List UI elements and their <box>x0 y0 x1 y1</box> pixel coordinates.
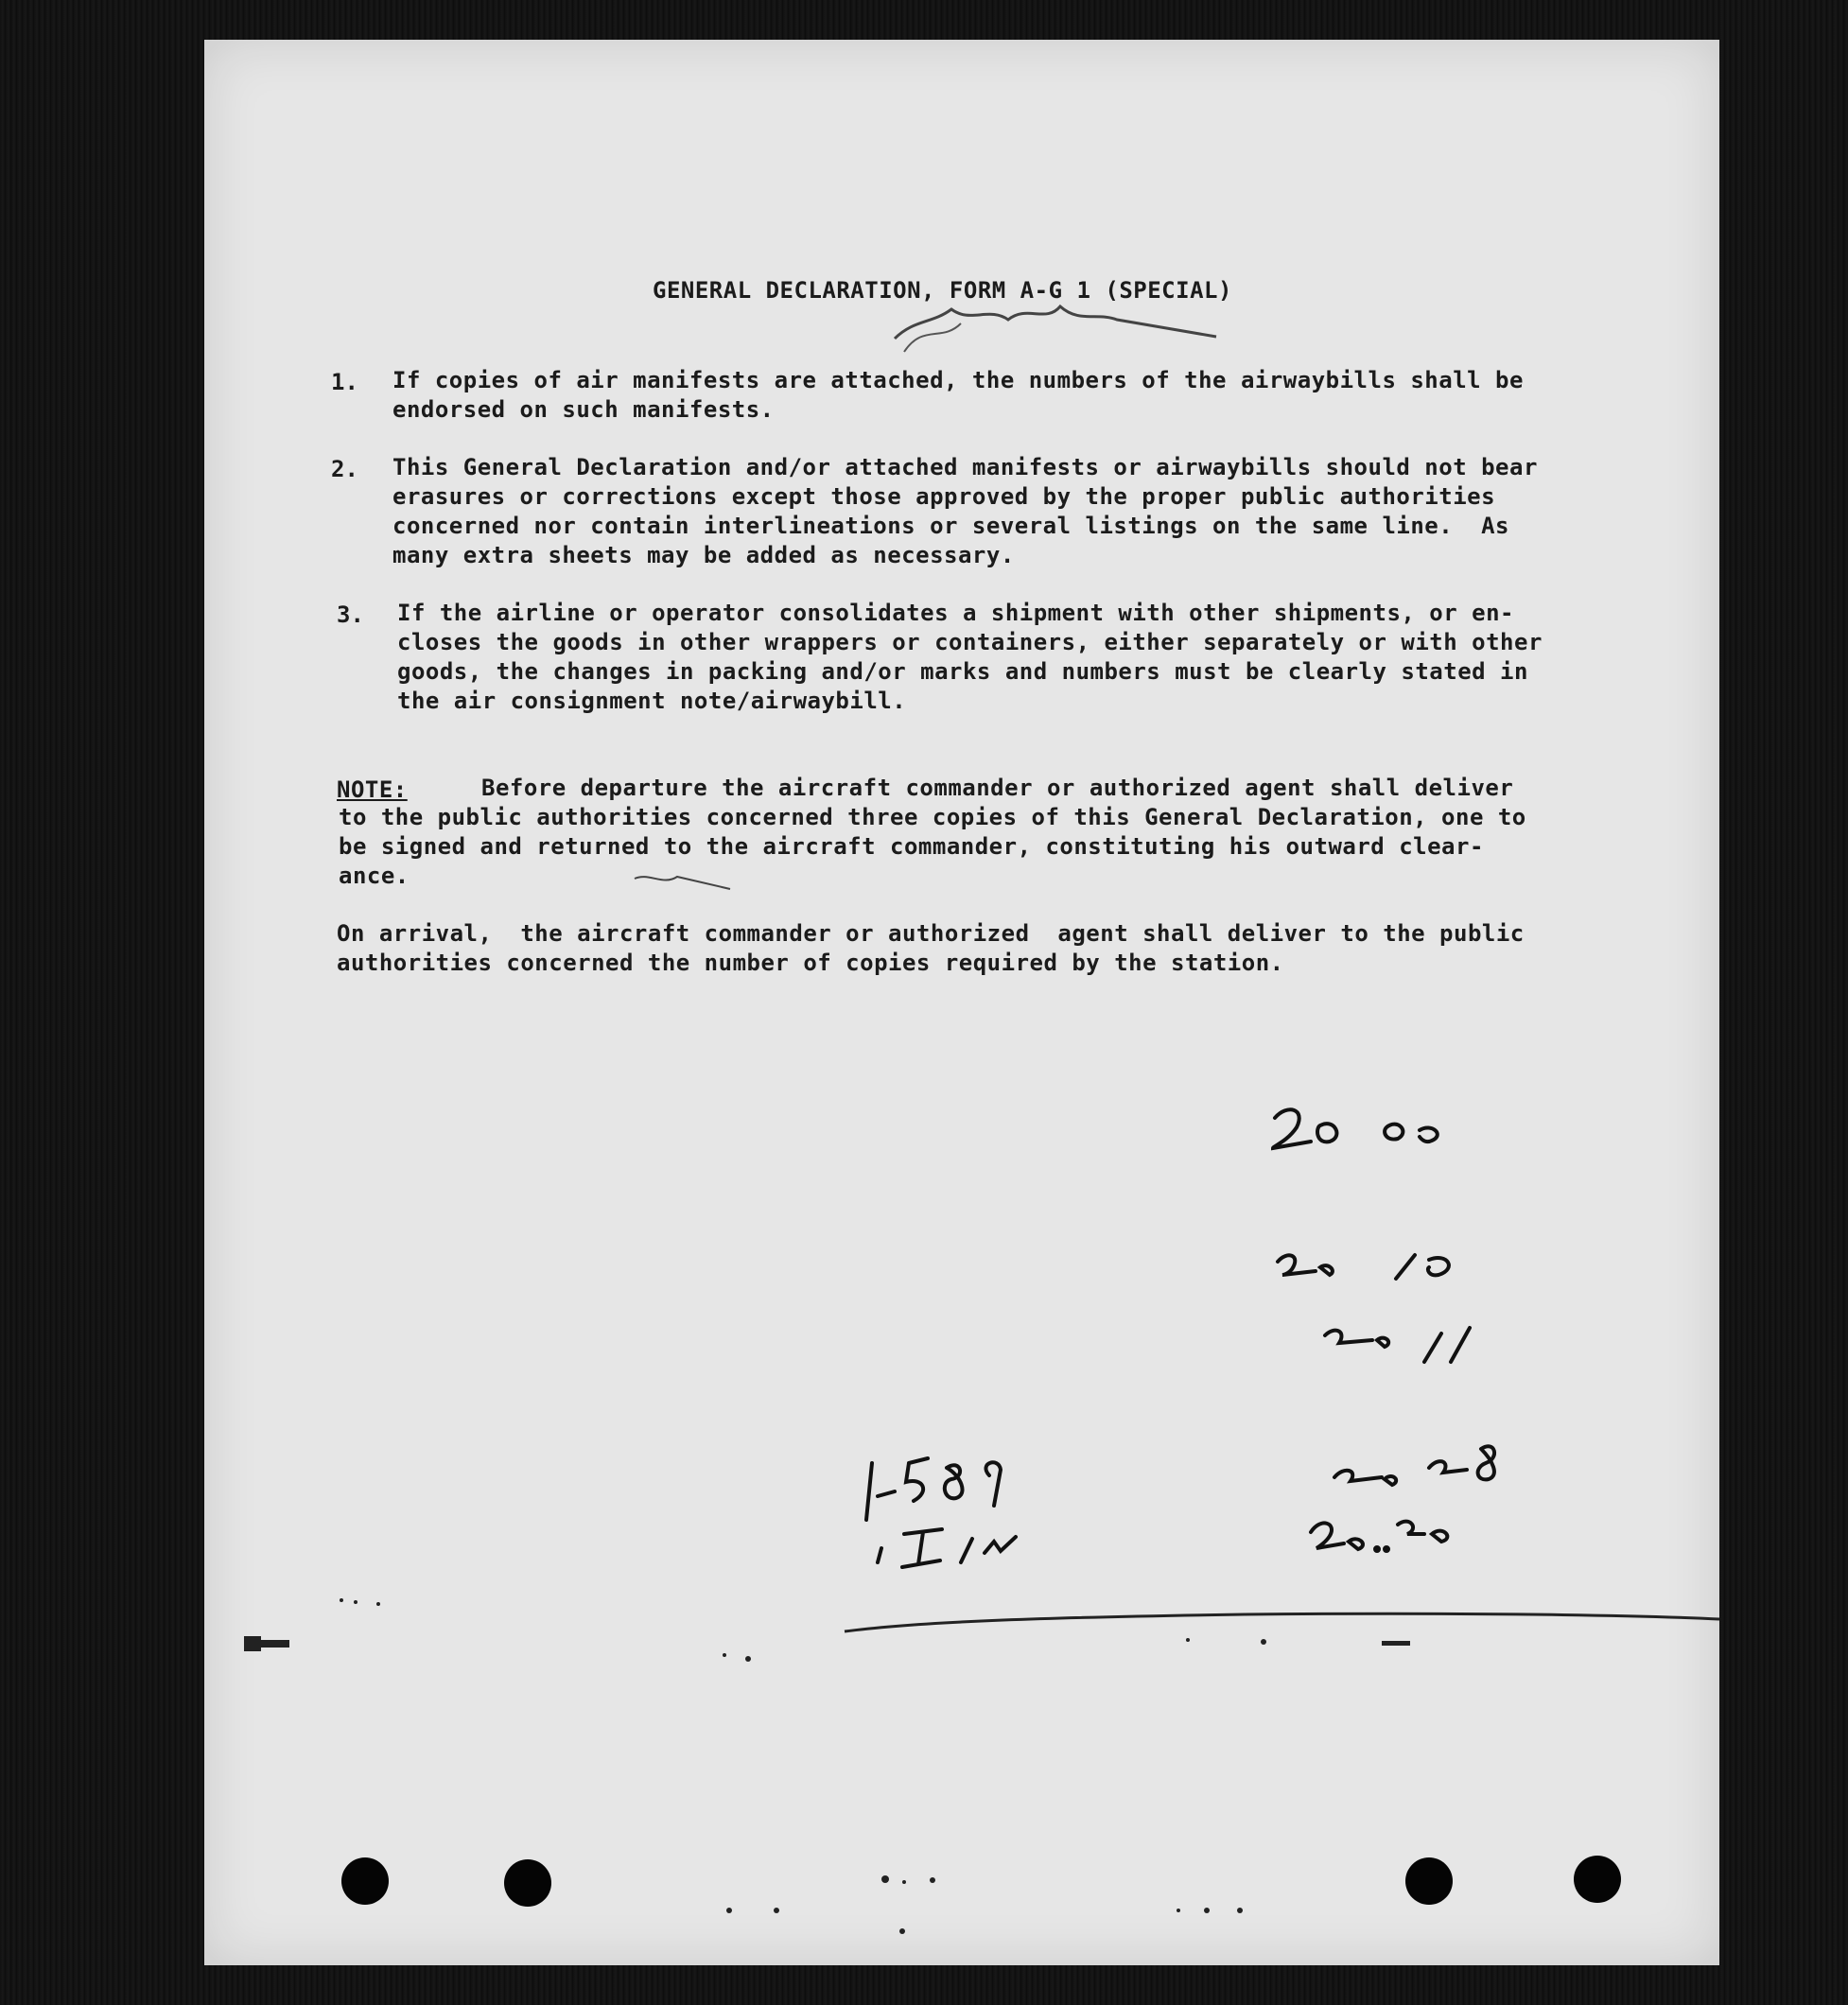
item-1-line-2: endorsed on such manifests. <box>392 396 775 423</box>
note-line-3: be signed and returned to the aircraft commander, constituting his outward clear- <box>339 833 1484 860</box>
item-3-number: 3. <box>337 602 364 628</box>
handwritten-note-2 <box>878 1529 1016 1567</box>
title-scribble <box>895 306 1216 339</box>
item-3-line-2: closes the goods in other wrappers or containers, either separately or with other <box>397 629 1543 655</box>
hw-time-1 <box>204 40 205 41</box>
item-3-line-1: If the airline or operator consolidates a shipment with other shipments, or en- <box>397 600 1514 626</box>
arrival-line-1: On arrival, the aircraft commander or authorized agent shall deliver to the public <box>337 920 1525 947</box>
handwritten-time-2000 <box>1273 1109 1438 1148</box>
page-title: GENERAL DECLARATION, FORM A-G 1 (SPECIAL) <box>653 277 1232 304</box>
handwritten-time-2030 <box>1311 1522 1447 1551</box>
note-label: NOTE: <box>337 776 408 803</box>
handwritten-time-2028 <box>1334 1446 1494 1485</box>
punch-hole-3 <box>1405 1857 1453 1905</box>
pen-line <box>845 1613 1719 1631</box>
item-2-line-2: erasures or corrections except those approved by the proper public authorities <box>392 483 1496 510</box>
handwritten-note-1 <box>866 1458 1001 1520</box>
document-page <box>204 40 1719 1965</box>
handwritten-time-2010 <box>1278 1255 1449 1279</box>
punch-hole-4 <box>1574 1856 1621 1903</box>
note-pen-mark <box>635 877 730 889</box>
item-2-line-3: concerned nor contain interlineations or several listings on the same line. As <box>392 513 1509 539</box>
arrival-line-2: authorities concerned the number of copies required by the station. <box>337 950 1284 976</box>
item-3-line-4: the air consignment note/airwaybill. <box>397 688 907 714</box>
item-2-number: 2. <box>331 456 358 482</box>
item-3-line-3: goods, the changes in packing and/or marks and numbers must be clearly stated in <box>397 658 1528 685</box>
item-2-line-1: This General Declaration and/or attached manifests or airwaybills should not bear <box>392 454 1538 480</box>
punch-hole-2 <box>504 1859 551 1907</box>
note-line-2: to the public authorities concerned three copies of this General Declaration, one to <box>339 804 1526 830</box>
punch-hole-1 <box>341 1857 389 1905</box>
item-2-line-4: many extra sheets may be added as necessary. <box>392 542 1015 568</box>
note-line-4: ance. <box>339 863 410 889</box>
item-1-line-1: If copies of air manifests are attached, the numbers of the airwaybills shall be <box>392 367 1524 393</box>
ink-specks <box>244 1598 1410 1934</box>
note-line-1: Before departure the aircraft commander or authorized agent shall deliver <box>481 775 1514 801</box>
handwritten-time-2011 <box>1325 1328 1470 1362</box>
handwriting-layer <box>204 40 1719 1965</box>
item-1-number: 1. <box>331 369 358 395</box>
